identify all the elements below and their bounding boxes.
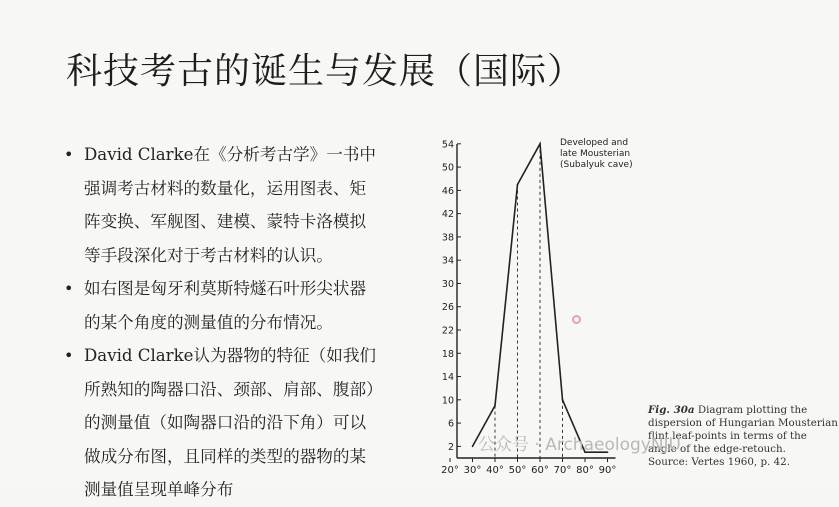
bullet-list <box>62 138 392 507</box>
series-line <box>473 144 608 452</box>
x-tick-label: 80° <box>576 465 594 473</box>
figure-label: Fig. 30a <box>648 404 695 416</box>
bullet-line: David Clarke在《分析考古学》一书中 <box>84 145 377 164</box>
y-tick-label: 54 <box>441 139 454 151</box>
y-tick-label: 42 <box>441 209 454 221</box>
caption-line: Diagram plotting the <box>697 404 808 416</box>
laser-pointer-icon <box>572 315 581 324</box>
x-tick-label: 50° <box>508 465 527 473</box>
x-tick-label: 90° <box>598 465 617 473</box>
y-tick-label: 2 <box>447 441 454 453</box>
y-tick-label: 18 <box>441 348 454 360</box>
bullet-line: 如右图是匈牙利莫斯特燧石叶形尖状器 <box>84 279 367 298</box>
y-tick-label: 38 <box>441 232 454 244</box>
bullet-item <box>62 272 392 339</box>
bullet-line: 阵变换、军舰图、建模、蒙特卡洛模拟 <box>84 212 367 231</box>
y-tick-label: 26 <box>441 302 454 314</box>
y-tick-label: 6 <box>447 418 454 430</box>
bullet-line: 强调考古材料的数量化，运用图表、矩 <box>84 178 367 198</box>
chart-annotation-line: Developed and <box>560 138 629 148</box>
bullet-line: 的某个角度的测量值的分布情况。 <box>84 312 333 332</box>
bullet-line: 做成分布图，且同样的类型的器物的某 <box>84 446 367 466</box>
y-tick-label: 34 <box>441 255 454 267</box>
x-tick-label: 40° <box>486 465 504 473</box>
y-tick-label: 22 <box>441 325 454 337</box>
caption-line: flint leaf-points in terms of the <box>648 430 807 442</box>
watermark: 公众号 · ArchaeologyNJU <box>478 435 682 455</box>
caption-line: Source: Vertes 1960, p. 42. <box>648 456 790 468</box>
x-tick-label: 20° <box>441 465 459 473</box>
bullet-item <box>62 138 392 272</box>
bullet-line: 测量值呈现单峰分布 <box>84 480 234 499</box>
y-tick-label: 46 <box>441 185 454 197</box>
bullet-line: 等手段深化对于考古材料的认识。 <box>84 245 333 265</box>
caption-line: dispersion of Hungarian Mousterian <box>648 417 838 429</box>
caption-line: angle of the edge-retouch. <box>648 443 786 455</box>
distribution-chart <box>420 128 645 473</box>
bullet-line: 的测量值（如陶器口沿的沿下角）可以 <box>84 413 367 432</box>
x-tick-label: 70° <box>553 465 572 473</box>
x-tick-label: 60° <box>531 465 549 473</box>
bullet-line: 所熟知的陶器口沿、颈部、肩部、腹部） <box>84 379 383 399</box>
y-tick-label: 10 <box>441 395 454 407</box>
bullet-dot: • <box>64 279 74 298</box>
bullet-line: David Clarke认为器物的特征（如我们 <box>84 346 377 365</box>
y-tick-label: 50 <box>441 162 454 174</box>
bullet-item <box>62 339 392 507</box>
bullet-dot: • <box>64 145 74 164</box>
slide-title: 科技考古的诞生与发展（国际） <box>66 51 585 92</box>
bullet-dot: • <box>64 346 74 365</box>
y-tick-label: 14 <box>441 372 454 384</box>
x-tick-label: 30° <box>463 465 482 473</box>
chart-annotation-line: late Mousterian <box>560 149 631 159</box>
y-tick-label: 30 <box>441 278 454 290</box>
chart-annotation-line: (Subalyuk cave) <box>560 160 633 170</box>
